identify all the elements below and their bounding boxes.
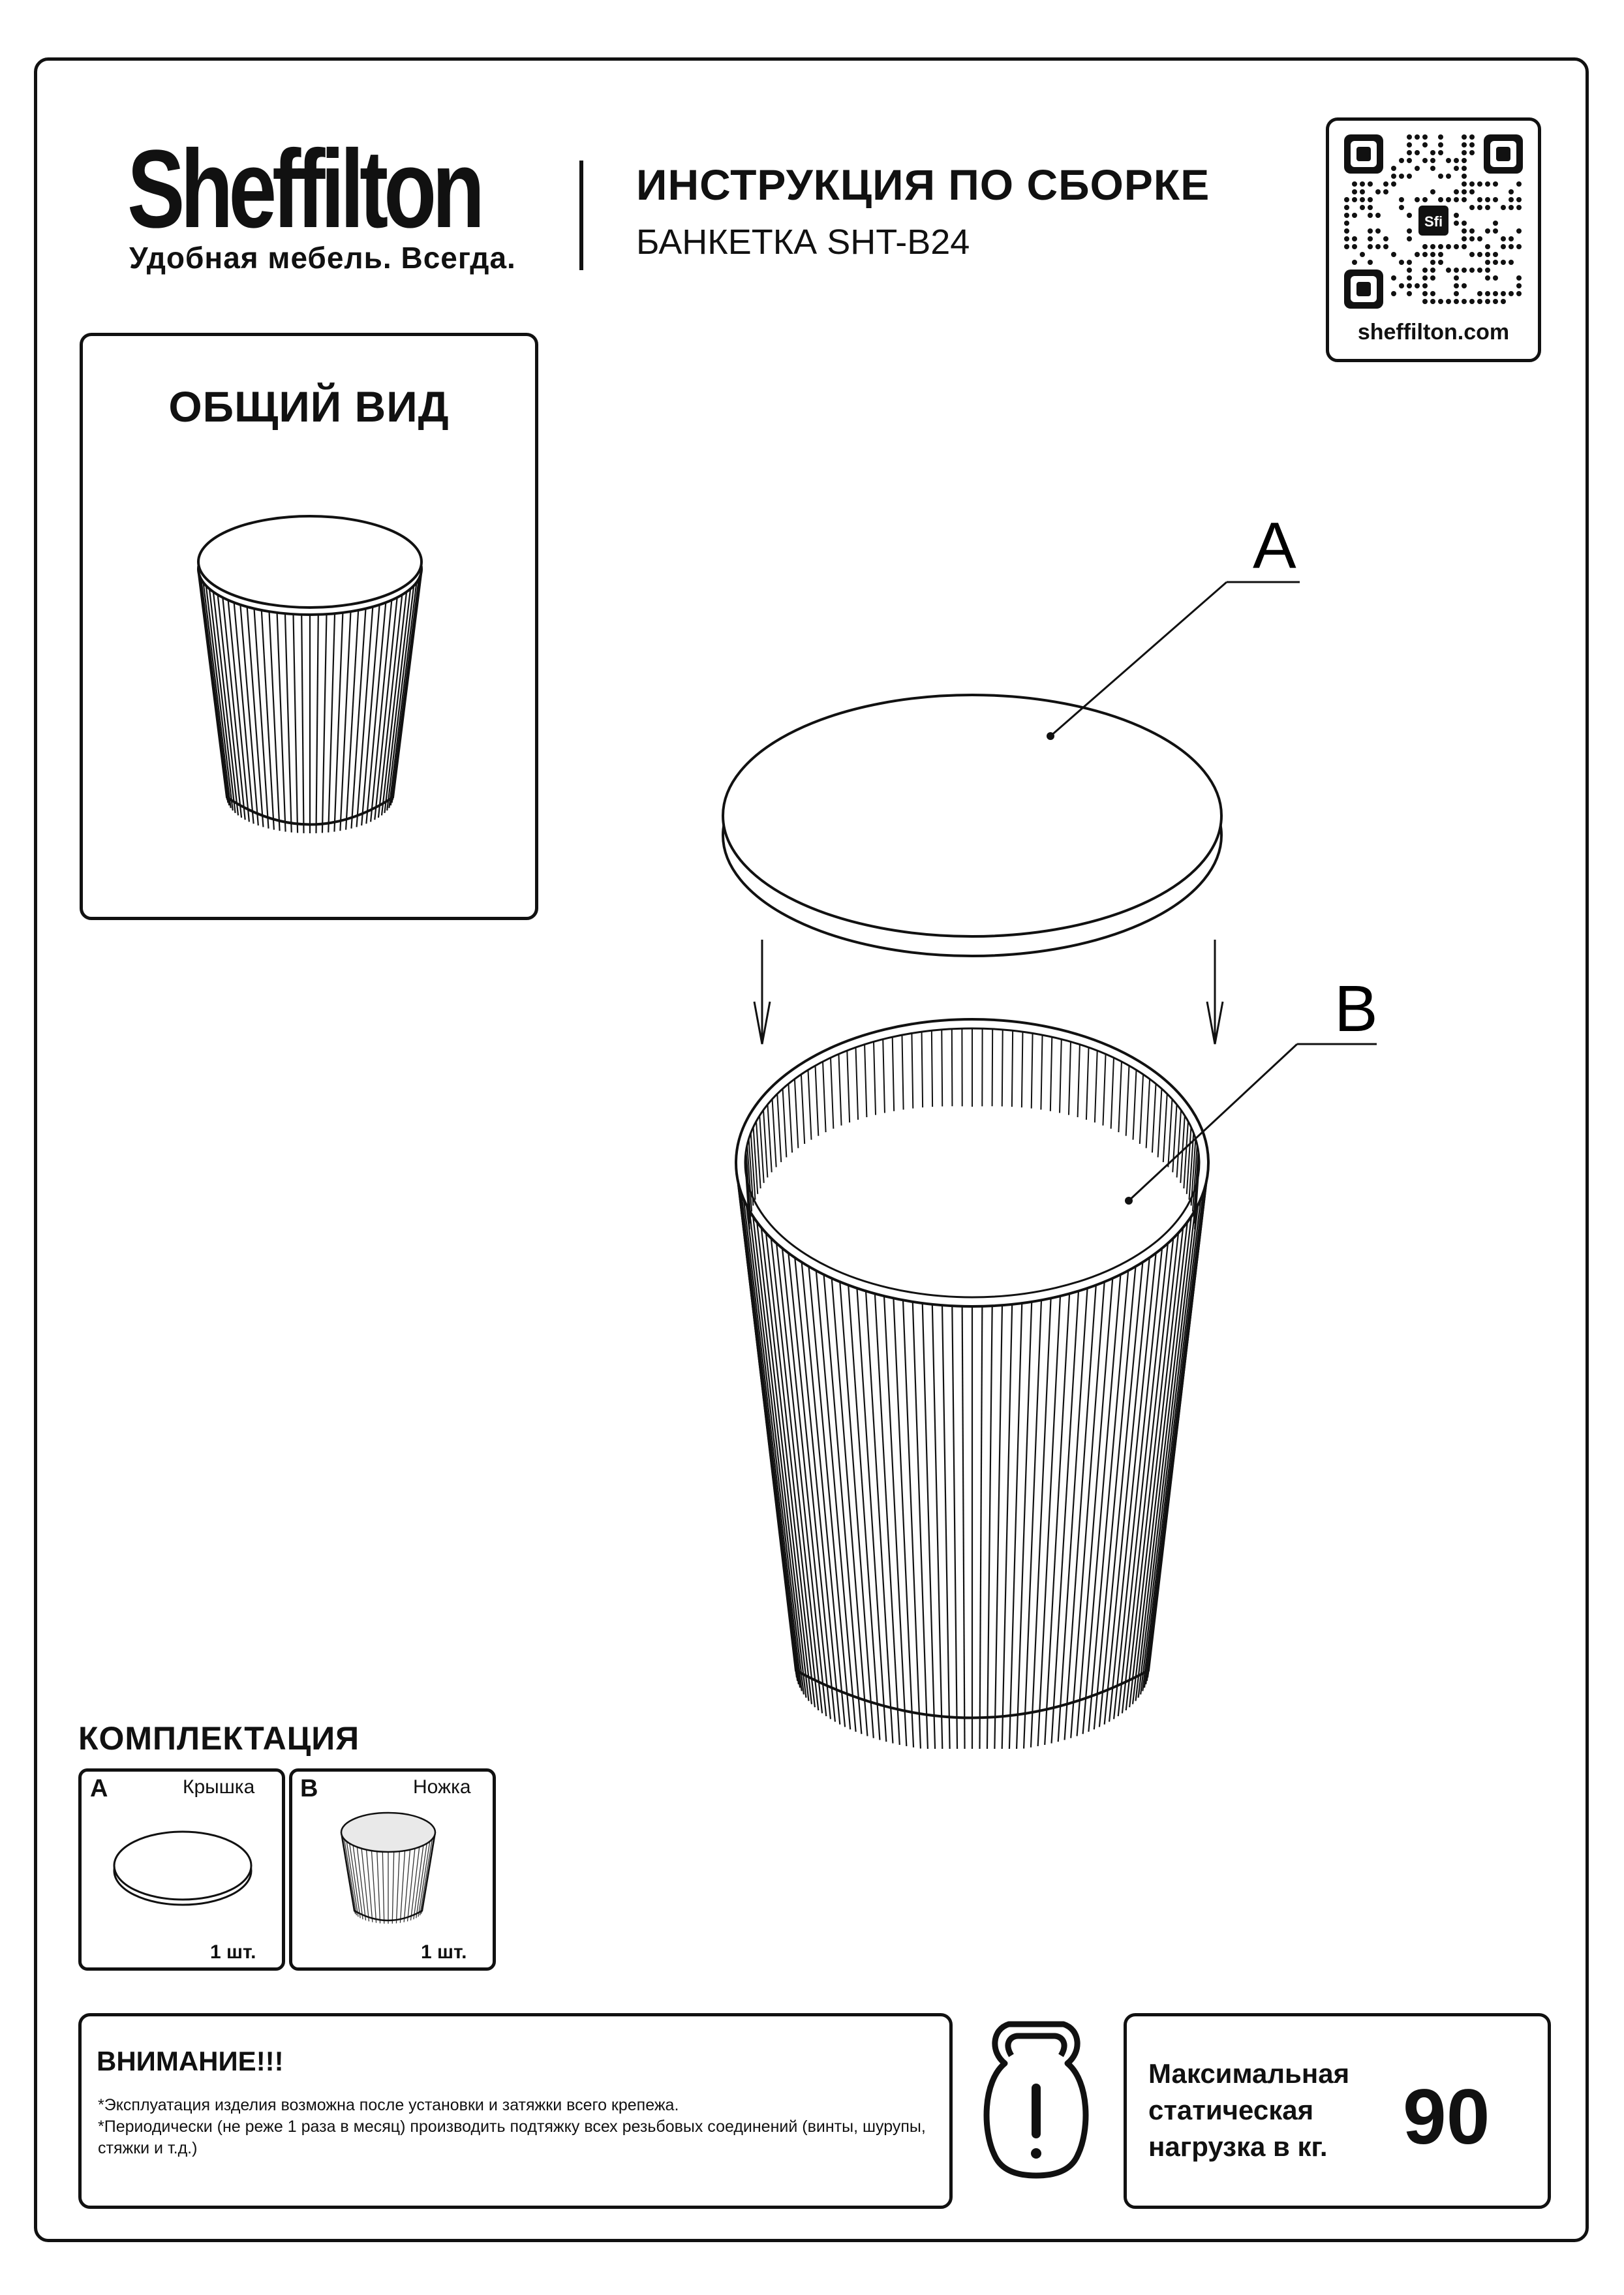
component-name: Ножка (413, 1776, 471, 1798)
max-load-label (1148, 2056, 1409, 2165)
component-letter: A (90, 1775, 108, 1802)
label-b: B (1334, 972, 1378, 1045)
components-title: КОМПЛЕКТАЦИЯ (78, 1720, 360, 1757)
assembly-diagram (718, 509, 1435, 1749)
warning-title: ВНИМАНИЕ!!! (97, 2046, 284, 2076)
component-qty: 1 шт. (421, 1941, 467, 1963)
page-title: ИНСТРУКЦИЯ ПО СБОРКЕ (636, 161, 1210, 209)
base-leg-part (736, 1019, 1208, 1749)
brand-logo: Sheffilton (127, 127, 481, 251)
stool-overview-illustration (189, 496, 431, 848)
general-view-title: ОБЩИЙ ВИД (168, 382, 450, 431)
max-load-value: 90 (1403, 2073, 1490, 2161)
warning-line: *Эксплуатация изделия возможна после установки и затяжки всего крепежа. (98, 2096, 679, 2114)
kettlebell-icon (977, 2016, 1095, 2186)
warning-line: *Периодически (не реже 1 раза в месяц) производить подтяжку всех резьбовых соединений (винты, шурупы, стяжки и т.д.) (98, 2118, 926, 2157)
max-load-label-line: нагрузка в кг. (1148, 2131, 1328, 2162)
brand-tagline: Удобная мебель. Всегда. (129, 241, 516, 275)
component-letter: B (300, 1775, 318, 1802)
qr-badge: Sfi (1424, 213, 1443, 230)
max-load-label-line: Максимальная (1148, 2058, 1350, 2089)
seat-top-part (723, 695, 1221, 956)
qr-code-icon[interactable] (1339, 129, 1528, 315)
component-qty: 1 шт. (210, 1941, 256, 1963)
website-url[interactable]: sheffilton.com (1357, 320, 1510, 345)
max-load-label-line: статическая (1148, 2095, 1314, 2125)
warning-text (98, 2095, 940, 2159)
component-name: Крышка (183, 1776, 255, 1798)
header-divider (579, 161, 583, 270)
product-name: БАНКЕТКА SHT-B24 (636, 223, 970, 262)
leg-thumbnail (336, 1806, 440, 1930)
label-a: A (1253, 509, 1296, 582)
lid-thumbnail (108, 1824, 258, 1909)
